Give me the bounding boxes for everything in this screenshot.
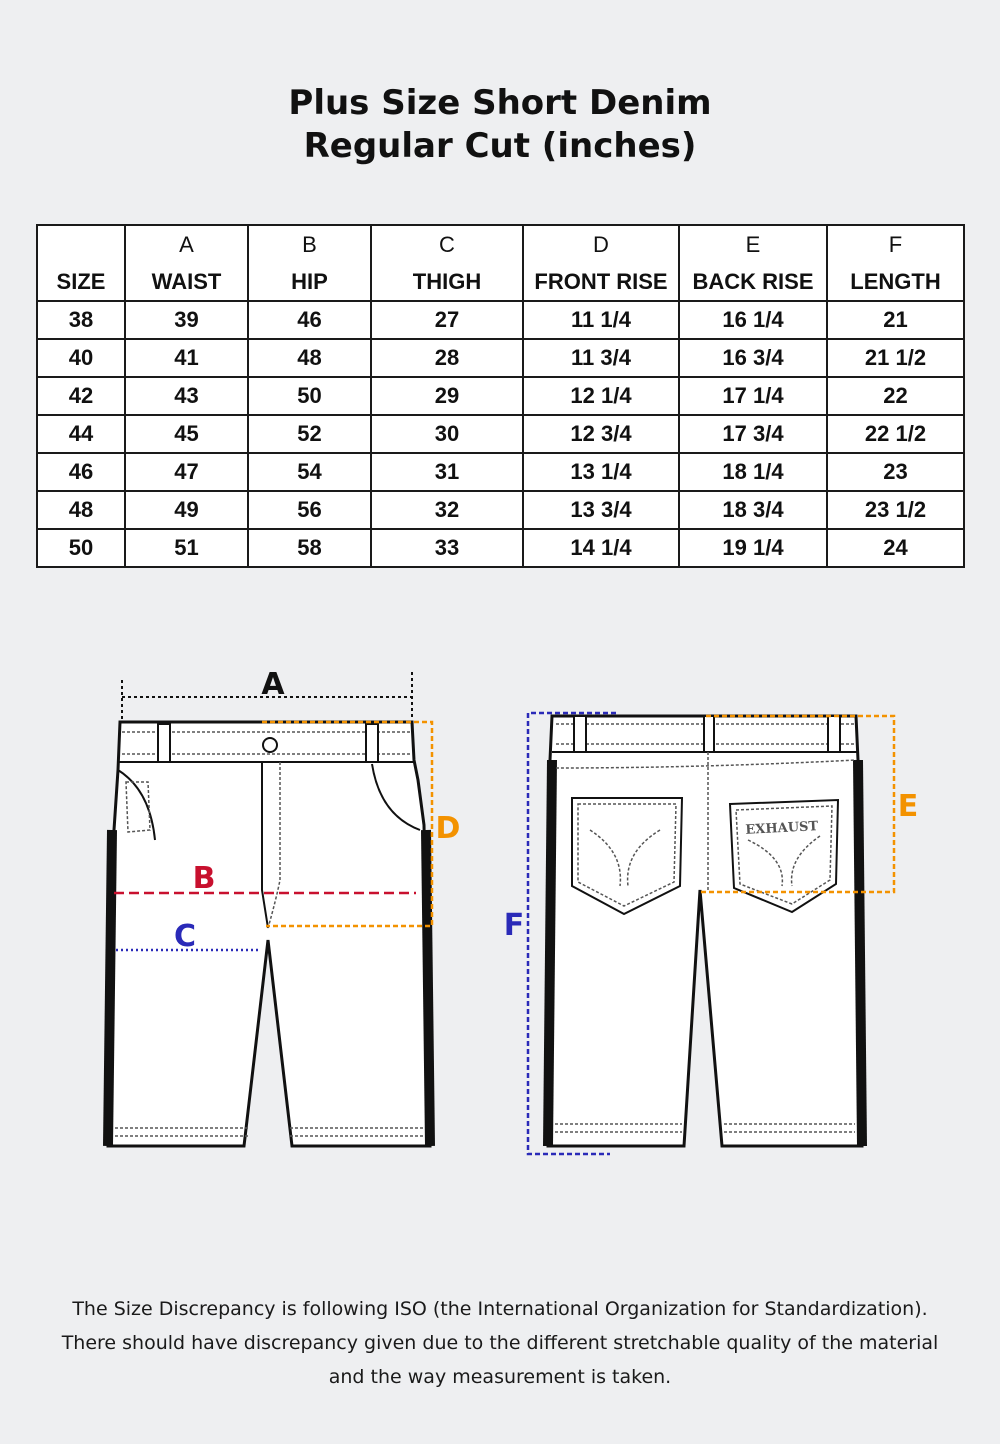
table-cell: 45 [125, 415, 248, 453]
table-cell: 18 1/4 [679, 453, 827, 491]
table-cell: F [827, 225, 964, 263]
table-cell: 42 [37, 377, 125, 415]
title-line-2: Regular Cut (inches) [303, 126, 697, 166]
back-shorts [548, 716, 862, 1146]
table-cell: 23 [827, 453, 964, 491]
table-cell: 17 1/4 [679, 377, 827, 415]
table-cell: FRONT RISE [523, 263, 679, 301]
table-row [37, 377, 964, 415]
pocket-logo: EXHAUST [745, 819, 819, 838]
table-cell: A [125, 225, 248, 263]
table-cell: LENGTH [827, 263, 964, 301]
table-cell: 13 1/4 [523, 453, 679, 491]
table-cell: D [523, 225, 679, 263]
table-row [37, 491, 964, 529]
table-cell: 54 [248, 453, 371, 491]
label-c: C [173, 919, 197, 954]
table-cell: 17 3/4 [679, 415, 827, 453]
table-cell: 18 3/4 [679, 491, 827, 529]
table-cell: 32 [371, 491, 523, 529]
table-cell: 16 1/4 [679, 301, 827, 339]
table-cell: 21 [827, 301, 964, 339]
page-title [0, 82, 1000, 168]
table-cell: 23 1/2 [827, 491, 964, 529]
size-table [36, 224, 965, 568]
table-cell: 31 [371, 453, 523, 491]
table-cell: 12 1/4 [523, 377, 679, 415]
disclaimer-line-2: There should have discrepancy given due to the different stretchable quality of the material [61, 1332, 939, 1354]
table-cell: 29 [371, 377, 523, 415]
table-cell: 58 [248, 529, 371, 567]
table-cell: 16 3/4 [679, 339, 827, 377]
table-cell: 12 3/4 [523, 415, 679, 453]
front-shorts [108, 722, 430, 1146]
table-cell: 43 [125, 377, 248, 415]
table-cell: 44 [37, 415, 125, 453]
table-cell: 48 [37, 491, 125, 529]
table-letter-row [37, 225, 964, 263]
table-cell: 38 [37, 301, 125, 339]
table-cell: 47 [125, 453, 248, 491]
label-d: D [435, 811, 461, 846]
table-row [37, 339, 964, 377]
disclaimer [0, 1292, 1000, 1394]
label-f: F [503, 908, 525, 943]
table-cell: 52 [248, 415, 371, 453]
table-cell: 22 1/2 [827, 415, 964, 453]
table-cell: 11 3/4 [523, 339, 679, 377]
table-cell: 49 [125, 491, 248, 529]
table-cell [37, 225, 125, 263]
table-cell: 30 [371, 415, 523, 453]
table-cell: WAIST [125, 263, 248, 301]
table-row [37, 453, 964, 491]
table-cell: 19 1/4 [679, 529, 827, 567]
table-cell: 40 [37, 339, 125, 377]
table-cell: 56 [248, 491, 371, 529]
title-line-1: Plus Size Short Denim [288, 83, 712, 123]
table-row [37, 415, 964, 453]
table-row [37, 301, 964, 339]
table-cell: 14 1/4 [523, 529, 679, 567]
table-cell: 28 [371, 339, 523, 377]
table-cell: 22 [827, 377, 964, 415]
table-cell: B [248, 225, 371, 263]
measure-a [122, 667, 412, 720]
table-cell: 41 [125, 339, 248, 377]
table-cell: BACK RISE [679, 263, 827, 301]
label-a: A [261, 667, 285, 702]
table-cell: THIGH [371, 263, 523, 301]
label-b: B [192, 861, 216, 896]
table-cell: 51 [125, 529, 248, 567]
table-cell: 27 [371, 301, 523, 339]
disclaimer-line-1: The Size Discrepancy is following ISO (the International Organization for Standardization). [72, 1298, 928, 1320]
table-header-row [37, 263, 964, 301]
table-cell: 11 1/4 [523, 301, 679, 339]
table-cell: 50 [248, 377, 371, 415]
table-cell: HIP [248, 263, 371, 301]
disclaimer-line-3: and the way measurement is taken. [328, 1366, 672, 1388]
table-cell: 13 3/4 [523, 491, 679, 529]
table-cell: 48 [248, 339, 371, 377]
table-cell: 21 1/2 [827, 339, 964, 377]
table-cell: 46 [248, 301, 371, 339]
table-cell: E [679, 225, 827, 263]
table-row [37, 529, 964, 567]
label-e: E [897, 789, 919, 824]
table-cell: 39 [125, 301, 248, 339]
table-cell: C [371, 225, 523, 263]
table-cell: 33 [371, 529, 523, 567]
table-cell: SIZE [37, 263, 125, 301]
table-cell: 46 [37, 453, 125, 491]
shorts-diagram [0, 640, 1000, 1200]
table-cell: 50 [37, 529, 125, 567]
table-cell: 24 [827, 529, 964, 567]
